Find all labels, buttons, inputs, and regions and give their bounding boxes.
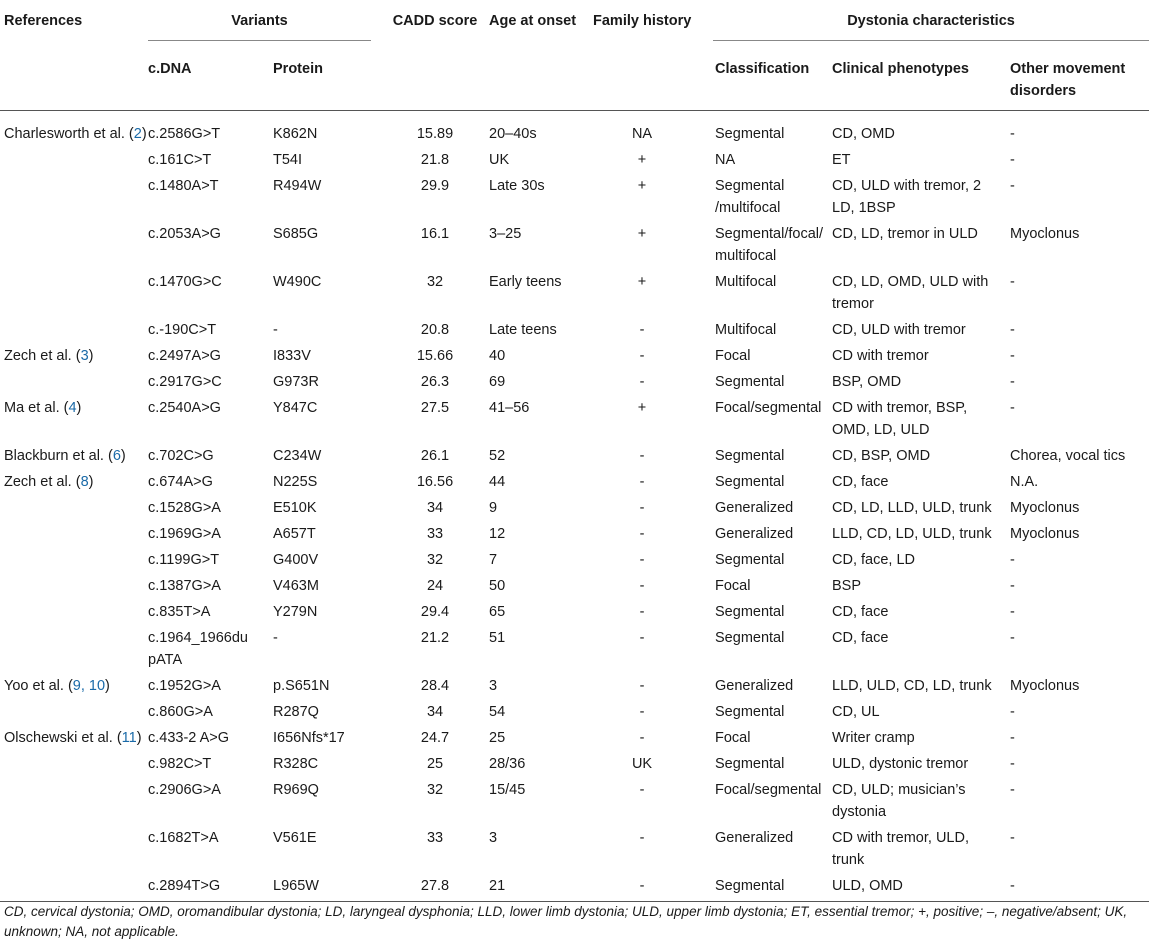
cell-cadd: 25 bbox=[426, 756, 444, 772]
cell-reference bbox=[0, 623, 148, 671]
cell-cadd: 27.5 bbox=[420, 400, 450, 416]
cell-family: NA bbox=[631, 126, 653, 142]
cell-other: - bbox=[1010, 578, 1015, 594]
cell-age: Early teens bbox=[489, 274, 562, 290]
cell-classification: Segmental bbox=[715, 448, 785, 464]
cell-family: - bbox=[639, 322, 645, 338]
header-variants: Variants bbox=[148, 10, 371, 41]
reference-text: Zech et al. ( bbox=[4, 474, 81, 490]
table-row bbox=[0, 393, 1149, 441]
cell-classification: Generalized bbox=[715, 830, 794, 846]
cell-classification: Focal/segmental bbox=[715, 400, 822, 416]
table-row bbox=[0, 111, 1149, 146]
table-row bbox=[0, 315, 1149, 341]
cell-reference bbox=[0, 749, 148, 775]
cell-clinical: CD with tremor bbox=[832, 348, 929, 364]
table-row bbox=[0, 145, 1149, 171]
cell-other: - bbox=[1010, 126, 1015, 142]
cell-cdna: c.2917G>C bbox=[148, 374, 222, 390]
cell-other: - bbox=[1010, 374, 1015, 390]
cell-clinical: CD, face bbox=[832, 604, 889, 620]
cell-age: 15/45 bbox=[489, 782, 526, 798]
header-empty bbox=[0, 50, 148, 111]
cell-reference bbox=[0, 775, 148, 823]
cell-other: Myoclonus bbox=[1010, 526, 1080, 542]
cell-reference bbox=[0, 367, 148, 393]
cell-reference bbox=[0, 519, 148, 545]
cell-classification: Focal/segmental bbox=[715, 782, 822, 798]
cell-classification: Multifocal bbox=[715, 322, 777, 338]
header-classification: Classification bbox=[715, 61, 810, 77]
cell-family: - bbox=[639, 552, 645, 568]
cell-cdna: c.161C>T bbox=[148, 152, 212, 168]
cell-protein: G973R bbox=[273, 374, 319, 390]
cell-clinical: Writer cramp bbox=[832, 730, 915, 746]
table-row bbox=[0, 467, 1149, 493]
table-row bbox=[0, 341, 1149, 367]
cell-cdna: c.1952G>A bbox=[148, 678, 221, 694]
cell-age: 3 bbox=[489, 830, 498, 846]
cell-protein: p.S651N bbox=[273, 678, 330, 694]
reference-link[interactable]: 11 bbox=[121, 730, 137, 746]
cell-age: 41–56 bbox=[489, 400, 530, 416]
cell-family: - bbox=[639, 630, 645, 646]
cell-age: 40 bbox=[489, 348, 506, 364]
cell-other: - bbox=[1010, 630, 1015, 646]
header-empty-family bbox=[593, 50, 711, 111]
cell-family: + bbox=[637, 152, 647, 168]
cell-cdna: c.702C>G bbox=[148, 448, 214, 464]
cell-cdna: c.1964_1966du pATA bbox=[148, 630, 248, 668]
cell-classification: Segmental bbox=[715, 630, 785, 646]
cell-cdna: c.433-2 A>G bbox=[148, 730, 230, 746]
table-row bbox=[0, 267, 1149, 315]
reference-text: Charlesworth et al. ( bbox=[4, 126, 134, 142]
cell-reference bbox=[0, 341, 148, 367]
cell-cdna: c.2497A>G bbox=[148, 348, 221, 364]
header-dystonia-group bbox=[711, 0, 1149, 50]
cell-cadd: 34 bbox=[426, 500, 444, 516]
cell-family: - bbox=[639, 578, 645, 594]
cell-other: Myoclonus bbox=[1010, 500, 1080, 516]
cell-reference bbox=[0, 697, 148, 723]
reference-link[interactable]: 8 bbox=[80, 474, 89, 490]
table-row bbox=[0, 545, 1149, 571]
cell-clinical: BSP bbox=[832, 578, 862, 594]
cell-cadd: 32 bbox=[426, 274, 444, 290]
cell-classification: Focal bbox=[715, 730, 751, 746]
cell-family: - bbox=[639, 526, 645, 542]
cell-protein: W490C bbox=[273, 274, 322, 290]
cell-clinical: CD, LD, OMD, ULD with tremor bbox=[832, 274, 989, 312]
cell-age: UK bbox=[489, 152, 510, 168]
reference-tail: ) bbox=[141, 126, 147, 142]
header-protein: Protein bbox=[273, 61, 323, 77]
cell-classification: NA bbox=[715, 152, 736, 168]
cell-family: - bbox=[639, 604, 645, 620]
reference-link[interactable]: 2 bbox=[133, 126, 142, 142]
cell-age: 3 bbox=[489, 678, 498, 694]
reference-text: Blackburn et al. ( bbox=[4, 448, 113, 464]
cell-age: 9 bbox=[489, 500, 498, 516]
cell-cadd: 15.66 bbox=[416, 348, 454, 364]
cell-cdna: c.2906G>A bbox=[148, 782, 221, 798]
reference-text: Zech et al. ( bbox=[4, 348, 81, 364]
cell-clinical: CD with tremor, ULD, trunk bbox=[832, 830, 969, 868]
cell-protein: Y279N bbox=[273, 604, 318, 620]
reference-tail: ) bbox=[76, 400, 82, 416]
cell-other: Chorea, vocal tics bbox=[1010, 448, 1126, 464]
cell-cadd: 20.8 bbox=[420, 322, 450, 338]
cell-cadd: 16.56 bbox=[416, 474, 454, 490]
cell-age: 3–25 bbox=[489, 226, 522, 242]
header-family: Family history bbox=[593, 13, 692, 29]
cell-classification: Segmental bbox=[715, 604, 785, 620]
cell-other: - bbox=[1010, 274, 1015, 290]
cell-family: UK bbox=[631, 756, 653, 772]
reference-text: Ma et al. ( bbox=[4, 400, 69, 416]
table-row bbox=[0, 597, 1149, 623]
cell-clinical: ET bbox=[832, 152, 851, 168]
cell-classification: Segmental bbox=[715, 552, 785, 568]
cell-cadd: 29.4 bbox=[420, 604, 450, 620]
cell-reference bbox=[0, 671, 148, 697]
cell-reference bbox=[0, 723, 148, 749]
cell-classification: Multifocal bbox=[715, 274, 777, 290]
cell-other: - bbox=[1010, 604, 1015, 620]
cell-reference bbox=[0, 493, 148, 519]
cell-classification: Segmental bbox=[715, 474, 785, 490]
cell-protein: S685G bbox=[273, 226, 319, 242]
reference-tail: ) bbox=[120, 448, 126, 464]
cell-reference bbox=[0, 219, 148, 267]
table-row bbox=[0, 871, 1149, 902]
cell-classification: Generalized bbox=[715, 526, 794, 542]
cell-cadd: 32 bbox=[426, 552, 444, 568]
cell-cadd: 29.9 bbox=[420, 178, 450, 194]
table-row bbox=[0, 775, 1149, 823]
cell-cadd: 21.8 bbox=[420, 152, 450, 168]
cell-classification: Segmental bbox=[715, 756, 785, 772]
cell-clinical: BSP, OMD bbox=[832, 374, 902, 390]
cell-cdna: c.1969G>A bbox=[148, 526, 221, 542]
cell-protein: Y847C bbox=[273, 400, 318, 416]
cell-family: - bbox=[639, 730, 645, 746]
cell-age: Late 30s bbox=[489, 178, 545, 194]
reference-text: Yoo et al. ( bbox=[4, 678, 73, 694]
reference-link[interactable]: 3 bbox=[80, 348, 89, 364]
cell-family: - bbox=[639, 830, 645, 846]
cell-protein: - bbox=[273, 630, 278, 646]
cell-protein: K862N bbox=[273, 126, 318, 142]
cell-other: - bbox=[1010, 830, 1015, 846]
cell-family: - bbox=[639, 704, 645, 720]
cell-classification: Focal bbox=[715, 578, 751, 594]
cell-cdna: c.835T>A bbox=[148, 604, 211, 620]
cell-cadd: 24 bbox=[426, 578, 444, 594]
cell-clinical: CD, face, LD bbox=[832, 552, 916, 568]
header-dystonia: Dystonia characteristics bbox=[713, 10, 1149, 41]
cell-other: - bbox=[1010, 322, 1015, 338]
cell-cadd: 34 bbox=[426, 704, 444, 720]
cell-clinical: CD, LD, tremor in ULD bbox=[832, 226, 978, 242]
cell-reference bbox=[0, 467, 148, 493]
cell-cdna: c.1387G>A bbox=[148, 578, 221, 594]
table-row bbox=[0, 519, 1149, 545]
cell-clinical: CD, ULD with tremor, 2 LD, 1BSP bbox=[832, 178, 982, 216]
cell-protein: E510K bbox=[273, 500, 317, 516]
header-references: References bbox=[4, 13, 83, 29]
cell-clinical: CD, BSP, OMD bbox=[832, 448, 931, 464]
cell-other: - bbox=[1010, 178, 1015, 194]
cell-family: - bbox=[639, 500, 645, 516]
cell-cadd: 15.89 bbox=[416, 126, 454, 142]
cell-protein: N225S bbox=[273, 474, 318, 490]
cell-reference bbox=[0, 393, 148, 441]
header-cdna: c.DNA bbox=[148, 61, 192, 77]
header-variants-group bbox=[148, 0, 381, 50]
cell-clinical: LLD, ULD, CD, LD, trunk bbox=[832, 678, 992, 694]
header-age: Age at onset bbox=[489, 13, 577, 29]
header-empty-age bbox=[489, 50, 593, 111]
cell-classification: Generalized bbox=[715, 678, 794, 694]
cell-clinical: CD, OMD bbox=[832, 126, 895, 142]
cell-clinical: CD, face bbox=[832, 630, 889, 646]
cell-protein: I833V bbox=[273, 348, 311, 364]
cell-reference bbox=[0, 597, 148, 623]
cell-protein: A657T bbox=[273, 526, 316, 542]
cell-age: 44 bbox=[489, 474, 506, 490]
cell-family: + bbox=[637, 400, 647, 416]
reference-tail: ) bbox=[88, 348, 94, 364]
cell-cdna: c.2540A>G bbox=[148, 400, 221, 416]
cell-cdna: c.982C>T bbox=[148, 756, 212, 772]
cell-cdna: c.2053A>G bbox=[148, 226, 221, 242]
cell-age: 51 bbox=[489, 630, 506, 646]
cell-classification: Segmental/focal/ multifocal bbox=[715, 226, 824, 264]
header-cadd: CADD score bbox=[392, 13, 478, 29]
cell-protein: V463M bbox=[273, 578, 319, 594]
cell-classification: Focal bbox=[715, 348, 751, 364]
cell-clinical: ULD, dystonic tremor bbox=[832, 756, 969, 772]
cell-protein: C234W bbox=[273, 448, 322, 464]
table-row bbox=[0, 441, 1149, 467]
cell-reference bbox=[0, 545, 148, 571]
cell-other: - bbox=[1010, 756, 1015, 772]
cell-age: 69 bbox=[489, 374, 506, 390]
cell-other: - bbox=[1010, 730, 1015, 746]
cell-cdna: c.2586G>T bbox=[148, 126, 221, 142]
table-row bbox=[0, 723, 1149, 749]
cell-classification: Segmental bbox=[715, 878, 785, 894]
cell-protein: V561E bbox=[273, 830, 317, 846]
cell-other: N.A. bbox=[1010, 474, 1039, 490]
table-row bbox=[0, 171, 1149, 219]
cell-classification: Generalized bbox=[715, 500, 794, 516]
cell-protein: L965W bbox=[273, 878, 319, 894]
cell-cdna: c.1682T>A bbox=[148, 830, 219, 846]
reference-tail: ) bbox=[136, 730, 142, 746]
cell-cadd: 28.4 bbox=[420, 678, 450, 694]
cell-protein: R328C bbox=[273, 756, 319, 772]
cell-family: + bbox=[637, 178, 647, 194]
cell-classification: Segmental bbox=[715, 126, 785, 142]
header-other: Other movement disorders bbox=[1010, 61, 1126, 99]
cell-family: + bbox=[637, 274, 647, 290]
cell-reference bbox=[0, 111, 148, 146]
cell-cadd: 24.7 bbox=[420, 730, 450, 746]
cell-reference bbox=[0, 145, 148, 171]
cell-other: Myoclonus bbox=[1010, 226, 1080, 242]
table-row bbox=[0, 697, 1149, 723]
reference-tail: ) bbox=[88, 474, 94, 490]
cell-other: - bbox=[1010, 152, 1015, 168]
cell-reference bbox=[0, 571, 148, 597]
cell-clinical: CD, LD, LLD, ULD, trunk bbox=[832, 500, 992, 516]
cell-classification: Segmental /multifocal bbox=[715, 178, 785, 216]
cell-other: - bbox=[1010, 782, 1015, 798]
table-row bbox=[0, 749, 1149, 775]
cell-family: - bbox=[639, 348, 645, 364]
cell-cdna: c.2894T>G bbox=[148, 878, 221, 894]
cell-protein: R494W bbox=[273, 178, 322, 194]
cell-clinical: CD, UL bbox=[832, 704, 880, 720]
cell-protein: R287Q bbox=[273, 704, 319, 720]
header-empty-cadd bbox=[381, 50, 489, 111]
cell-family: + bbox=[637, 226, 647, 242]
cell-clinical: CD with tremor, BSP, OMD, LD, ULD bbox=[832, 400, 968, 438]
cell-other: - bbox=[1010, 400, 1015, 416]
cell-family: - bbox=[639, 782, 645, 798]
table-body bbox=[0, 111, 1149, 902]
reference-link[interactable]: 4 bbox=[68, 400, 77, 416]
cell-other: - bbox=[1010, 878, 1015, 894]
reference-text: Olschewski et al. ( bbox=[4, 730, 122, 746]
cell-family: - bbox=[639, 374, 645, 390]
reference-tail: ) bbox=[105, 678, 110, 694]
cell-protein: T54I bbox=[273, 152, 303, 168]
cell-reference bbox=[0, 171, 148, 219]
cell-cadd: 33 bbox=[426, 526, 444, 542]
cell-family: - bbox=[639, 474, 645, 490]
cell-cadd: 21.2 bbox=[420, 630, 450, 646]
cell-reference bbox=[0, 315, 148, 341]
cell-classification: Segmental bbox=[715, 704, 785, 720]
table-row bbox=[0, 367, 1149, 393]
table-row bbox=[0, 571, 1149, 597]
table-footnote: CD, cervical dystonia; OMD, oromandibular dystonia; LD, laryngeal dysphonia; LLD, lower limb dystonia; ULD, upper limb dystonia; ET, essential tremor; +, positive; –, negative/absent; UK, unknown; NA, not applicable. bbox=[4, 904, 1128, 939]
table-row bbox=[0, 671, 1149, 697]
cell-reference bbox=[0, 441, 148, 467]
cell-protein: - bbox=[273, 322, 278, 338]
cell-classification: Segmental bbox=[715, 374, 785, 390]
cell-reference bbox=[0, 823, 148, 871]
cell-age: 50 bbox=[489, 578, 506, 594]
cell-cadd: 16.1 bbox=[420, 226, 450, 242]
cell-age: 7 bbox=[489, 552, 498, 568]
cell-age: 25 bbox=[489, 730, 506, 746]
cell-protein: R969Q bbox=[273, 782, 319, 798]
table-row bbox=[0, 623, 1149, 671]
cell-reference bbox=[0, 871, 148, 902]
cell-protein: I656Nfs*17 bbox=[273, 730, 345, 746]
cell-clinical: CD, ULD with tremor bbox=[832, 322, 966, 338]
cell-age: Late teens bbox=[489, 322, 557, 338]
cell-cadd: 32 bbox=[426, 782, 444, 798]
cell-age: 20–40s bbox=[489, 126, 537, 142]
cell-cdna: c.1199G>T bbox=[148, 552, 220, 568]
cell-family: - bbox=[639, 878, 645, 894]
cell-other: - bbox=[1010, 552, 1015, 568]
cell-other: Myoclonus bbox=[1010, 678, 1080, 694]
cell-clinical: LLD, CD, LD, ULD, trunk bbox=[832, 526, 992, 542]
cell-other: - bbox=[1010, 348, 1015, 364]
cell-age: 65 bbox=[489, 604, 506, 620]
cell-clinical: ULD, OMD bbox=[832, 878, 903, 894]
table-row bbox=[0, 823, 1149, 871]
reference-link[interactable]: 9, 10 bbox=[72, 678, 106, 694]
cell-cdna: c.860G>A bbox=[148, 704, 213, 720]
cell-age: 54 bbox=[489, 704, 506, 720]
cell-cadd: 26.1 bbox=[420, 448, 450, 464]
table-row bbox=[0, 219, 1149, 267]
cell-cdna: c.1528G>A bbox=[148, 500, 221, 516]
cell-family: - bbox=[639, 678, 645, 694]
cell-cdna: c.-190C>T bbox=[148, 322, 217, 338]
reference-link[interactable]: 6 bbox=[112, 448, 121, 464]
cell-reference bbox=[0, 267, 148, 315]
cell-cdna: c.1470G>C bbox=[148, 274, 222, 290]
cell-clinical: CD, ULD; musician’s dystonia bbox=[832, 782, 966, 820]
cell-age: 52 bbox=[489, 448, 506, 464]
cell-cdna: c.1480A>T bbox=[148, 178, 219, 194]
cell-family: - bbox=[639, 448, 645, 464]
cell-cadd: 27.8 bbox=[420, 878, 450, 894]
cell-age: 21 bbox=[489, 878, 506, 894]
cell-cadd: 26.3 bbox=[420, 374, 450, 390]
cell-cadd: 33 bbox=[426, 830, 444, 846]
table-row bbox=[0, 493, 1149, 519]
cell-age: 12 bbox=[489, 526, 506, 542]
cell-other: - bbox=[1010, 704, 1015, 720]
header-clinical: Clinical phenotypes bbox=[832, 61, 969, 77]
cell-clinical: CD, face bbox=[832, 474, 889, 490]
cell-cdna: c.674A>G bbox=[148, 474, 213, 490]
cell-protein: G400V bbox=[273, 552, 319, 568]
cell-age: 28/36 bbox=[489, 756, 526, 772]
